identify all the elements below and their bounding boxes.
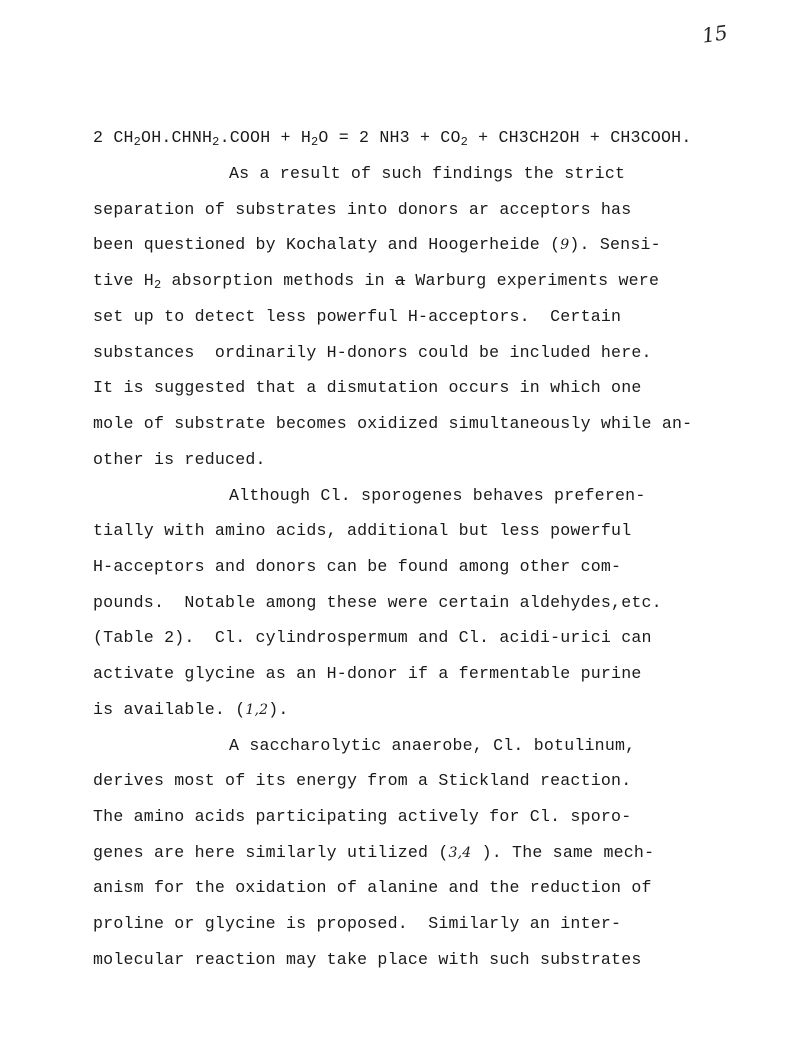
text-line-13: pounds. Notable among these were certain aldehydes,etc. — [93, 593, 662, 612]
text-line-12: H-acceptors and donors can be found among other com- — [93, 557, 622, 576]
text-line-22: proline or glycine is proposed. Similarly an inter- — [93, 914, 622, 933]
equation-line: 2 $CH_2OH.CHNH_2.COOH + H_2O = 2$ $NH3 + CO_2 + CH3CH2OH$ + CH3COOH. — [93, 128, 692, 149]
text-line-10: Although Cl. sporogenes behaves preferen- — [229, 486, 646, 505]
text-line-5: set up to detect less powerful H-acceptors. Certain — [93, 307, 622, 326]
text-line-17: A saccharolytic anaerobe, Cl. botulinum, — [229, 736, 636, 755]
text-line-7: It is suggested that a dismutation occurs in which one — [93, 378, 642, 397]
handwritten-reference: 1,2 — [245, 702, 269, 718]
text-line-2: separation of substrates into donors ar acceptors has — [93, 200, 632, 219]
text-line-6: substances ordinarily H-donors could be included here. — [93, 343, 652, 362]
handwritten-reference: 3,4 — [448, 845, 472, 861]
text-line-14: (Table 2). Cl. cylindrospermum and Cl. acidi-urici can — [93, 628, 652, 647]
text-line-9: other is reduced. — [93, 450, 266, 469]
text-line-21: anism for the oxidation of alanine and the reduction of — [93, 878, 652, 897]
text-line-23: molecular reaction may take place with such substrates — [93, 950, 642, 969]
handwritten-reference: 9 — [560, 237, 570, 253]
text-line-1: As a result of such findings the strict — [229, 164, 626, 183]
text-line-19: The amino acids participating actively for Cl. sporo- — [93, 807, 632, 826]
page-number: 15 — [700, 20, 729, 48]
text-line-15: activate glycine as an H-donor if a fermentable purine — [93, 664, 642, 683]
text-line-4: tive $H_2$ absorption methods in a Warburg experiments were — [93, 271, 660, 292]
text-line-8: mole of substrate becomes oxidized simultaneously while an- — [93, 414, 693, 433]
struck-character: a — [395, 271, 406, 290]
text-line-11: tially with amino acids, additional but less powerful — [93, 521, 632, 540]
text-line-20: genes are here similarly utilized (3,4 ). The same mech- — [93, 843, 655, 862]
text-line-3: been questioned by Kochalaty and Hoogerheide (9). Sensi- — [93, 235, 661, 254]
text-line-16: is available. (1,2). — [93, 700, 289, 719]
text-line-18: derives most of its energy from a Stickland reaction. — [93, 771, 632, 790]
